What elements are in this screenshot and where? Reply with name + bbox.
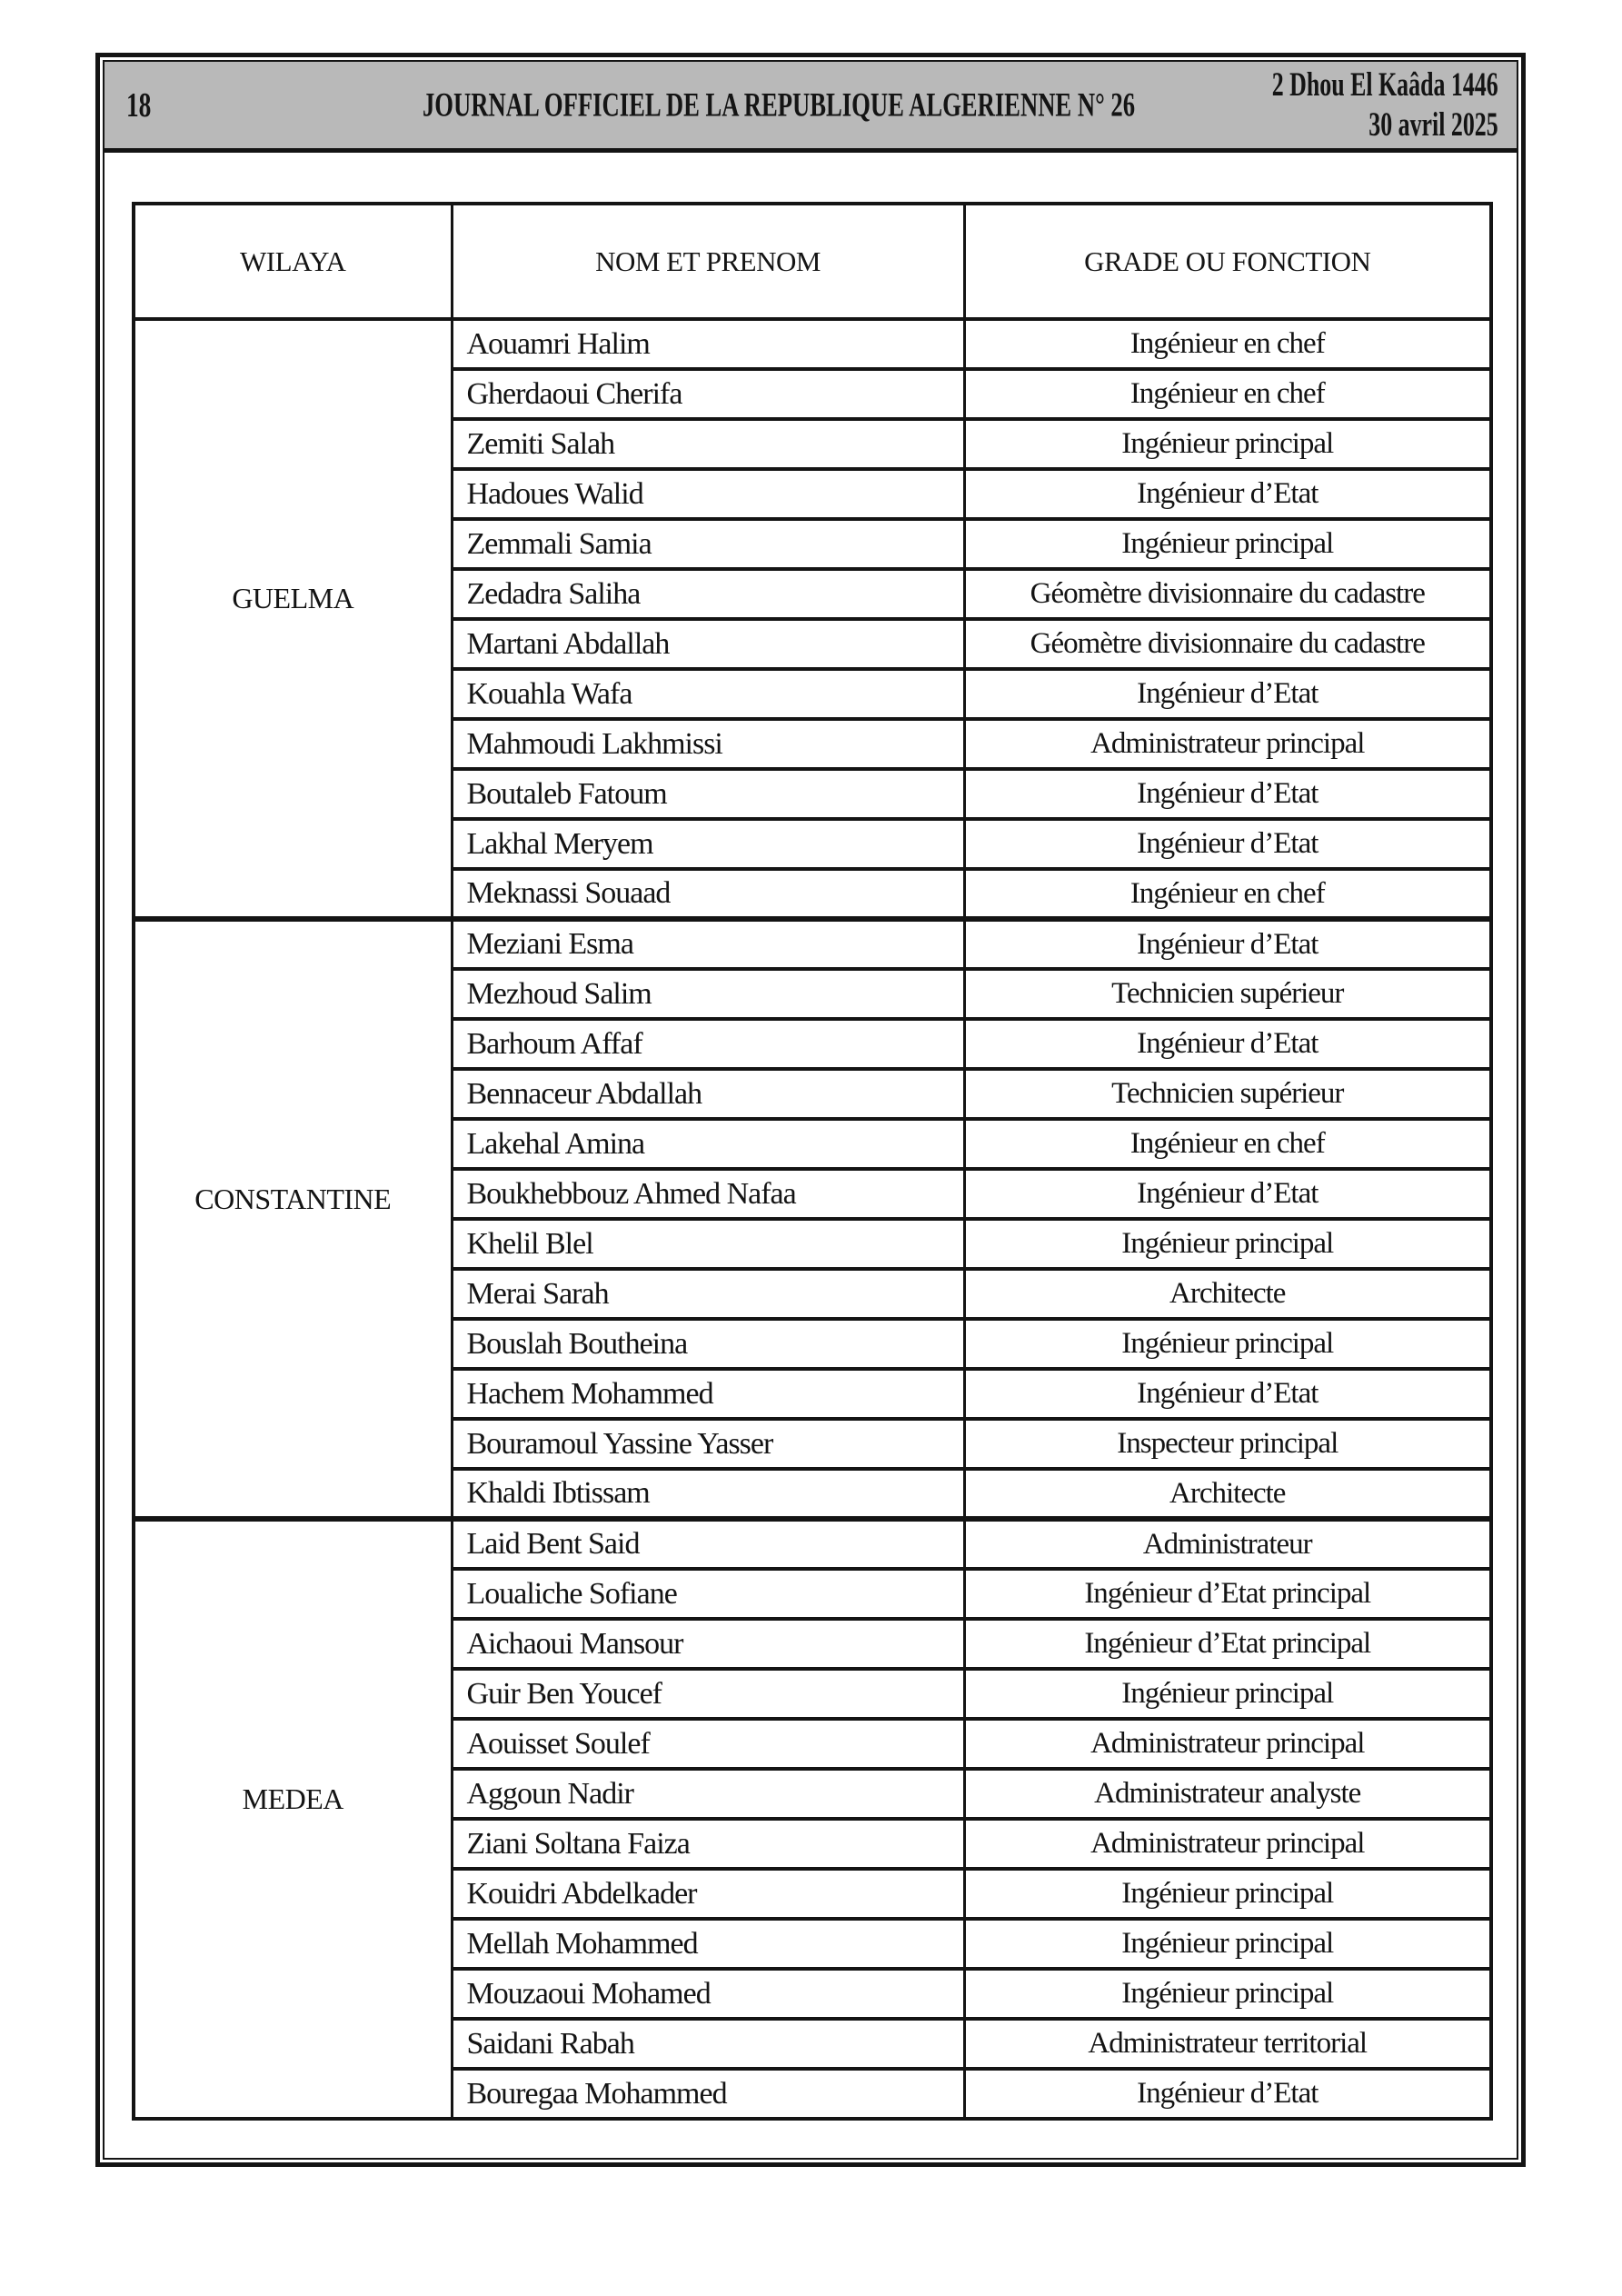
grade-cell: Ingénieur d’Etat principal <box>964 1619 1491 1669</box>
grade-cell: Ingénieur d’Etat <box>964 669 1491 719</box>
grade-cell: Ingénieur en chef <box>964 1119 1491 1169</box>
grade-cell: Ingénieur principal <box>964 419 1491 469</box>
grade-cell: Ingénieur en chef <box>964 319 1491 369</box>
name-cell: Martani Abdallah <box>452 619 964 669</box>
name-cell: Merai Sarah <box>452 1269 964 1319</box>
wilaya-cell: MEDEA <box>134 1519 452 2119</box>
name-cell: Barhoum Affaf <box>452 1019 964 1069</box>
officials-table-head <box>134 204 1491 319</box>
journal-title <box>284 85 1273 125</box>
name-cell: Loualiche Sofiane <box>452 1569 964 1619</box>
column-header-grade-ou-fonction: GRADE OU FONCTION <box>964 204 1491 319</box>
name-cell: Khaldi Ibtissam <box>452 1469 964 1519</box>
name-cell: Khelil Blel <box>452 1219 964 1269</box>
name-cell: Aichaoui Mansour <box>452 1619 964 1669</box>
grade-cell: Ingénieur en chef <box>964 869 1491 919</box>
grade-cell: Administrateur territorial <box>964 2019 1491 2069</box>
name-cell: Bouslah Boutheina <box>452 1319 964 1369</box>
wilaya-cell: GUELMA <box>134 319 452 919</box>
grade-cell: Géomètre divisionnaire du cadastre <box>964 619 1491 669</box>
name-cell: Aggoun Nadir <box>452 1769 964 1819</box>
header-row <box>134 204 1491 319</box>
grade-cell: Administrateur analyste <box>964 1769 1491 1819</box>
table-row <box>134 319 1491 369</box>
document-page-frame <box>95 53 1526 2167</box>
page-number <box>126 85 161 125</box>
grade-cell: Architecte <box>964 1269 1491 1319</box>
name-cell: Aouisset Soulef <box>452 1719 964 1769</box>
grade-cell: Inspecteur principal <box>964 1419 1491 1469</box>
name-cell: Meziani Esma <box>452 919 964 969</box>
column-header-wilaya: WILAYA <box>134 204 452 319</box>
name-cell: Mouzaoui Mohamed <box>452 1969 964 2019</box>
journal-title-text: JOURNAL OFFICIEL DE LA REPUBLIQUE ALGERIENNE N° 26 <box>422 86 1136 124</box>
date-block <box>1175 65 1498 145</box>
grade-cell: Architecte <box>964 1469 1491 1519</box>
name-cell: Aouamri Halim <box>452 319 964 369</box>
grade-cell: Administrateur principal <box>964 1819 1491 1869</box>
name-cell: Bouregaa Mohammed <box>452 2069 964 2119</box>
grade-cell: Ingénieur principal <box>964 1919 1491 1969</box>
table-row <box>134 919 1491 969</box>
grade-cell: Ingénieur principal <box>964 519 1491 569</box>
grade-cell: Administrateur principal <box>964 1719 1491 1769</box>
table-row <box>134 1519 1491 1569</box>
document-inner-frame <box>103 60 1518 2160</box>
name-cell: Bouramoul Yassine Yasser <box>452 1419 964 1469</box>
grade-cell: Ingénieur d’Etat <box>964 2069 1491 2119</box>
date-hijri: 2 Dhou El Kaâda 1446 <box>1272 65 1498 104</box>
column-header-nom-et-prenom: NOM ET PRENOM <box>452 204 964 319</box>
grade-cell: Ingénieur principal <box>964 1669 1491 1719</box>
name-cell: Boutaleb Fatoum <box>452 769 964 819</box>
grade-cell: Administrateur <box>964 1519 1491 1569</box>
grade-cell: Géomètre divisionnaire du cadastre <box>964 569 1491 619</box>
name-cell: Hadoues Walid <box>452 469 964 519</box>
grade-cell: Ingénieur d’Etat <box>964 919 1491 969</box>
officials-table <box>132 202 1493 2121</box>
grade-cell: Technicien supérieur <box>964 1069 1491 1119</box>
journal-header-band <box>104 62 1517 153</box>
grade-cell: Ingénieur principal <box>964 1319 1491 1369</box>
name-cell: Mahmoudi Lakhmissi <box>452 719 964 769</box>
name-cell: Saidani Rabah <box>452 2019 964 2069</box>
grade-cell: Ingénieur d’Etat <box>964 1369 1491 1419</box>
name-cell: Mellah Mohammed <box>452 1919 964 1969</box>
grade-cell: Technicien supérieur <box>964 969 1491 1019</box>
name-cell: Zemmali Samia <box>452 519 964 569</box>
grade-cell: Ingénieur d’Etat <box>964 1169 1491 1219</box>
name-cell: Ziani Soltana Faiza <box>452 1819 964 1869</box>
name-cell: Lakhal Meryem <box>452 819 964 869</box>
name-cell: Gherdaoui Cherifa <box>452 369 964 419</box>
grade-cell: Ingénieur d’Etat <box>964 469 1491 519</box>
date-gregorian: 30 avril 2025 <box>1368 105 1498 144</box>
name-cell: Zemiti Salah <box>452 419 964 469</box>
name-cell: Kouahla Wafa <box>452 669 964 719</box>
grade-cell: Ingénieur en chef <box>964 369 1491 419</box>
grade-cell: Administrateur principal <box>964 719 1491 769</box>
grade-cell: Ingénieur d’Etat <box>964 819 1491 869</box>
name-cell: Bennaceur Abdallah <box>452 1069 964 1119</box>
name-cell: Zedadra Saliha <box>452 569 964 619</box>
name-cell: Meknassi Souaad <box>452 869 964 919</box>
name-cell: Hachem Mohammed <box>452 1369 964 1419</box>
name-cell: Boukhebbouz Ahmed Nafaa <box>452 1169 964 1219</box>
name-cell: Mezhoud Salim <box>452 969 964 1019</box>
wilaya-cell: CONSTANTINE <box>134 919 452 1519</box>
name-cell: Lakehal Amina <box>452 1119 964 1169</box>
name-cell: Laid Bent Said <box>452 1519 964 1569</box>
grade-cell: Ingénieur principal <box>964 1219 1491 1269</box>
grade-cell: Ingénieur principal <box>964 1969 1491 2019</box>
grade-cell: Ingénieur d’Etat principal <box>964 1569 1491 1619</box>
officials-table-body <box>134 319 1491 2119</box>
grade-cell: Ingénieur d’Etat <box>964 1019 1491 1069</box>
name-cell: Guir Ben Youcef <box>452 1669 964 1719</box>
grade-cell: Ingénieur principal <box>964 1869 1491 1919</box>
page-number-text: 18 <box>126 85 152 125</box>
grade-cell: Ingénieur d’Etat <box>964 769 1491 819</box>
name-cell: Kouidri Abdelkader <box>452 1869 964 1919</box>
